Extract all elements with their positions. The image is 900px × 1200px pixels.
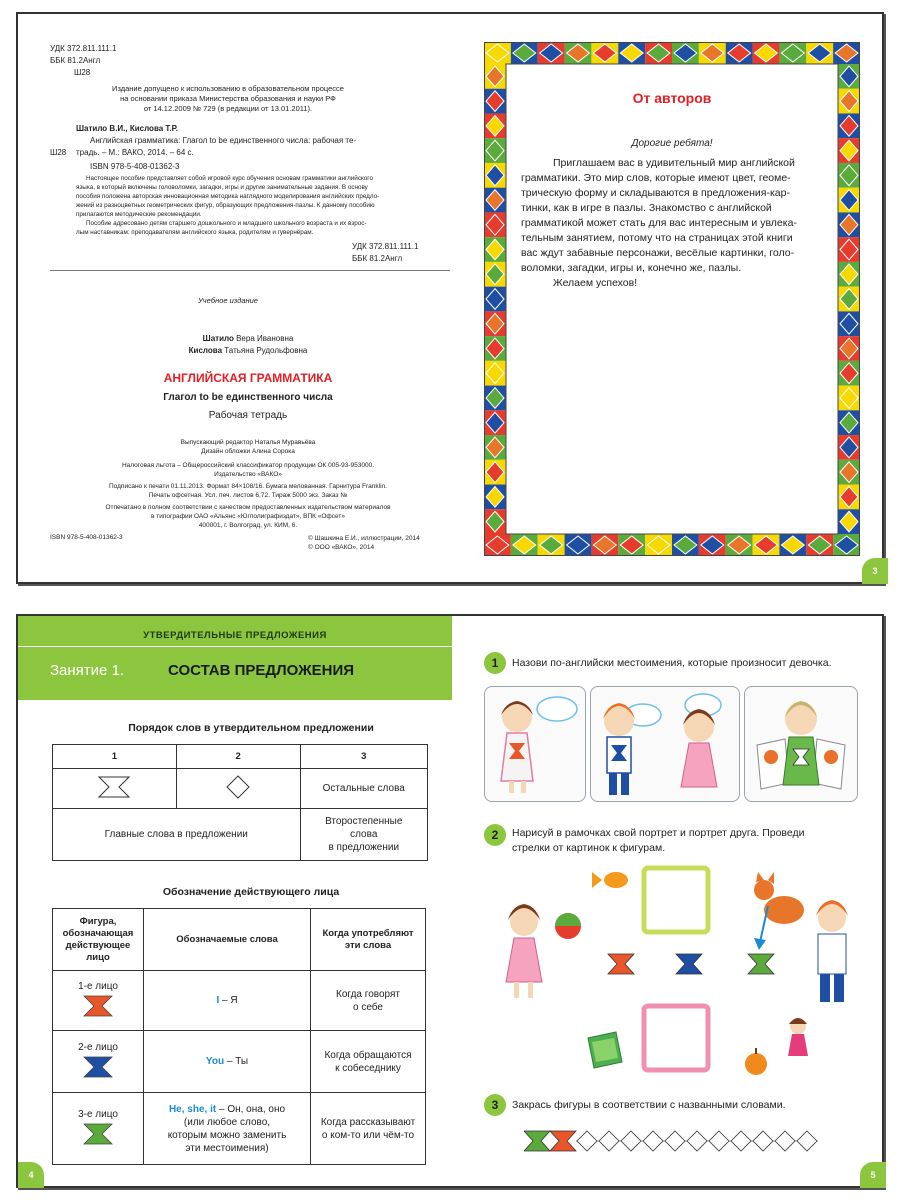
table1-title: Порядок слов в утвердительном предложении [128, 722, 374, 734]
coloring-shapes-row[interactable] [524, 1130, 818, 1152]
printed-by: Отпечатано в полном соответствии с качеством предоставленных издательством материалов в типографии ОАО «Альянс «Югполиграфиздат», ВПК «Офсет» 400001, г. Волгоград, ул. КИМ, 6. [105, 504, 391, 529]
illustration-boy-and-girl [590, 686, 740, 802]
diamond-outline-shape[interactable] [643, 1131, 663, 1151]
boy-character [816, 900, 848, 1002]
cell-other-words: Остальные слова [300, 769, 428, 809]
book-spread-pages-2-3 [16, 12, 884, 584]
diamond-outline-shape[interactable] [599, 1131, 619, 1151]
lesson-title: СОСТАВ ПРЕДЛОЖЕНИЯ [168, 662, 355, 679]
page-number-4: 4 [18, 1162, 44, 1188]
diamond-outline-shape[interactable] [577, 1131, 597, 1151]
book-spread-pages-4-5 [16, 614, 884, 1188]
cell-words: You – Ты [144, 1031, 311, 1093]
cell-words: I – Я [144, 971, 311, 1031]
doll-icon [788, 1018, 808, 1056]
cell-diamond-outline [176, 769, 300, 809]
diamond-outline-shape[interactable] [709, 1131, 729, 1151]
decorative-border [484, 42, 860, 556]
biblio-line-2: традь. – М.: ВАКО, 2014. – 64 с. [76, 148, 194, 157]
credits: Выпускающий редактор Наталья Муравьёва Дизайн обложки Алина Сорока [180, 439, 316, 455]
task3-text: Закрась фигуры в соответствии с названными словами. [512, 1099, 786, 1111]
colored-hourglass-shape[interactable] [524, 1131, 550, 1151]
task1-text: Назови по-английски местоимения, которые произносит девочка. [512, 657, 832, 669]
cell-usage: Когда рассказывают о ком-то или чём-то [311, 1093, 426, 1165]
diamond-outline-shape[interactable] [731, 1131, 751, 1151]
isbn-bottom: ISBN 978-5-408-01362-3 [50, 534, 123, 541]
wish: Желаем успехов! [553, 277, 638, 289]
page-number-5: 5 [860, 1162, 886, 1188]
col-header-1: 1 [53, 745, 177, 769]
edition-type: Учебное издание [198, 296, 258, 305]
foreword-title: От авторов [632, 90, 712, 106]
print-info: Подписано к печати 01.11.2013. Формат 84×108/16. Бумага мелованная. Гарнитура Franklin. Печать офсетная. Усл. печ. листов 6,72. Тираж 5000 экз. Заказ № [109, 483, 387, 499]
diamond-outline-shape[interactable] [775, 1131, 795, 1151]
word-order-table [52, 744, 428, 861]
red-hourglass-icon [83, 995, 113, 1017]
portrait-frame-bottom [644, 1006, 708, 1070]
apple-icon [745, 1053, 767, 1075]
girl-character [506, 904, 542, 998]
col-header-usage: Когда употребляют эти слова [311, 909, 426, 971]
blue-hourglass-icon [83, 1056, 113, 1078]
biblio-code: Ш28 [50, 148, 67, 157]
lesson-header-band [18, 616, 452, 700]
col-header-3: 3 [300, 745, 428, 769]
approval-notice: Издание допущено к использованию в образовательном процессе на основании приказа Министерства образования и науки РФ от 14.12.2009 № 729 (в редакции от 13.01.2011). [112, 84, 344, 113]
biblio-line-1: Английская грамматика: Глагол to be единственного числа: рабочая те- [90, 136, 357, 145]
author-2: Кислова Татьяна Рудольфовна [188, 346, 308, 355]
divider-line [50, 270, 450, 271]
udk-bottom: УДК 372.811.111.1 [352, 242, 419, 251]
book-title: АНГЛИЙСКАЯ ГРАММАТИКА [163, 371, 333, 385]
cell-main-words: Главные слова в предложении [53, 809, 301, 861]
author-mark: Ш28 [74, 68, 91, 77]
task2-text: Нарисуй в рамочках свой портрет и портрет друга. Проведи стрелки от картинок к фигурам. [512, 827, 805, 854]
portrait-frame-top [644, 868, 708, 932]
task2-illustration [484, 862, 860, 1098]
cell-usage: Когда обращаются к собеседнику [311, 1031, 426, 1093]
task3-number: 3 [484, 1094, 506, 1116]
udk-code: УДК 372.811.111.1 [50, 44, 117, 53]
green-hourglass-icon [748, 954, 774, 974]
cell-figure: 1-е лицо [53, 971, 144, 1031]
workbook-label: Рабочая тетрадь [208, 410, 288, 421]
cat-icon [754, 872, 804, 924]
diamond-outline-shape[interactable] [753, 1131, 773, 1151]
cell-hourglass-outline [53, 769, 177, 809]
section-label: УТВЕРДИТЕЛЬНЫЕ ПРЕДЛОЖЕНИЯ [143, 630, 327, 641]
task2-number: 2 [484, 824, 506, 846]
foreword-text: Приглашаем вас в удивительный мир английской грамматики. Это мир слов, которые имеют цвет, геоме- трическую форму и складываются в предложения-кар- тинки, как в игре в пазлы. Знакомство с английской грамматикой может стать для вас интересным и увлека- тельным занятием, потому что на страницах этой книги вас ждут забавные персонажи, весёлые картинки, голо- воломки, загадки, игры и, конечно же, пазлы. Желаем успехов! [521, 156, 827, 291]
table-row [53, 971, 426, 1031]
green-hourglass-icon [83, 1123, 113, 1145]
book-icon [588, 1032, 622, 1068]
cell-words: He, she, it – Он, она, оно (или любое слово, которым можно заменить эти местоимения) [144, 1093, 311, 1165]
annotation: Настоящее пособие представляет собой игровой курс обучения основам грамматики английского языка, в который включены головоломки, загадки, игры и другие занимательные задания. В основу пособия положена авторская инновационная методика наглядного моделирования английских предло- жений из разноцветных геометрических фигур, образующих предложения-пазлы. К данному пособию прилагаются методические рекомендации. Пособие адресовано детям старшего дошкольного и младшего школьного возраста и их взрос- лым наставникам: преподавателям английского языка, родителям и гувернёрам. [76, 175, 380, 236]
cell-figure: 2-е лицо [53, 1031, 144, 1093]
table-row [53, 1093, 426, 1165]
colored-hourglass-shape[interactable] [550, 1131, 576, 1151]
page-number-3: 3 [862, 558, 888, 584]
hourglass-outline-icon [98, 776, 130, 798]
illustration-girl-with-pictures [744, 686, 858, 802]
copyright: © Шашкина Е.И., иллюстрации, 2014 © ООО «ВАКО», 2014 [308, 535, 420, 551]
authors-line: Шатило В.И., Кислова Т.Р. [76, 124, 178, 133]
author-1: Шатило Вера Ивановна [202, 334, 294, 343]
col-header-figure: Фигура, обозначающая действующее лицо [53, 909, 144, 971]
task1-number: 1 [484, 652, 506, 674]
tax-note: Налоговая льгота – Общероссийский классификатор продукции ОК 005-93-953000. Издательство «ВАКО» [121, 462, 375, 478]
illustration-girl-1 [484, 686, 586, 802]
cell-usage: Когда говорят о себе [311, 971, 426, 1031]
col-header-words: Обозначаемые слова [144, 909, 311, 971]
col-header-2: 2 [176, 745, 300, 769]
blue-hourglass-icon [676, 954, 702, 974]
diamond-outline-icon [225, 774, 251, 800]
red-hourglass-icon [608, 954, 634, 974]
diamond-outline-shape[interactable] [665, 1131, 685, 1151]
table-row [53, 1031, 426, 1093]
greeting: Дорогие ребята! [631, 138, 713, 149]
diamond-outline-shape[interactable] [687, 1131, 707, 1151]
person-table [52, 908, 426, 1165]
diamond-outline-shape[interactable] [797, 1131, 817, 1151]
isbn-top: ISBN 978-5-408-01362-3 [90, 162, 180, 171]
arrow-line [760, 906, 768, 942]
cell-secondary-words: Второстепенные слова в предложении [300, 809, 428, 861]
book-subtitle: Глагол to be единственного числа [163, 392, 333, 403]
goldfish-icon [604, 872, 628, 888]
lesson-label: Занятие 1. [50, 662, 125, 679]
cell-figure: 3-е лицо [53, 1093, 144, 1165]
bbk-bottom: ББК 81.2Англ [352, 254, 403, 263]
diamond-outline-shape[interactable] [621, 1131, 641, 1151]
table2-title: Обозначение действующего лица [162, 886, 340, 898]
header-rule [18, 646, 452, 647]
bbk-code: ББК 81.2Англ [50, 56, 101, 65]
